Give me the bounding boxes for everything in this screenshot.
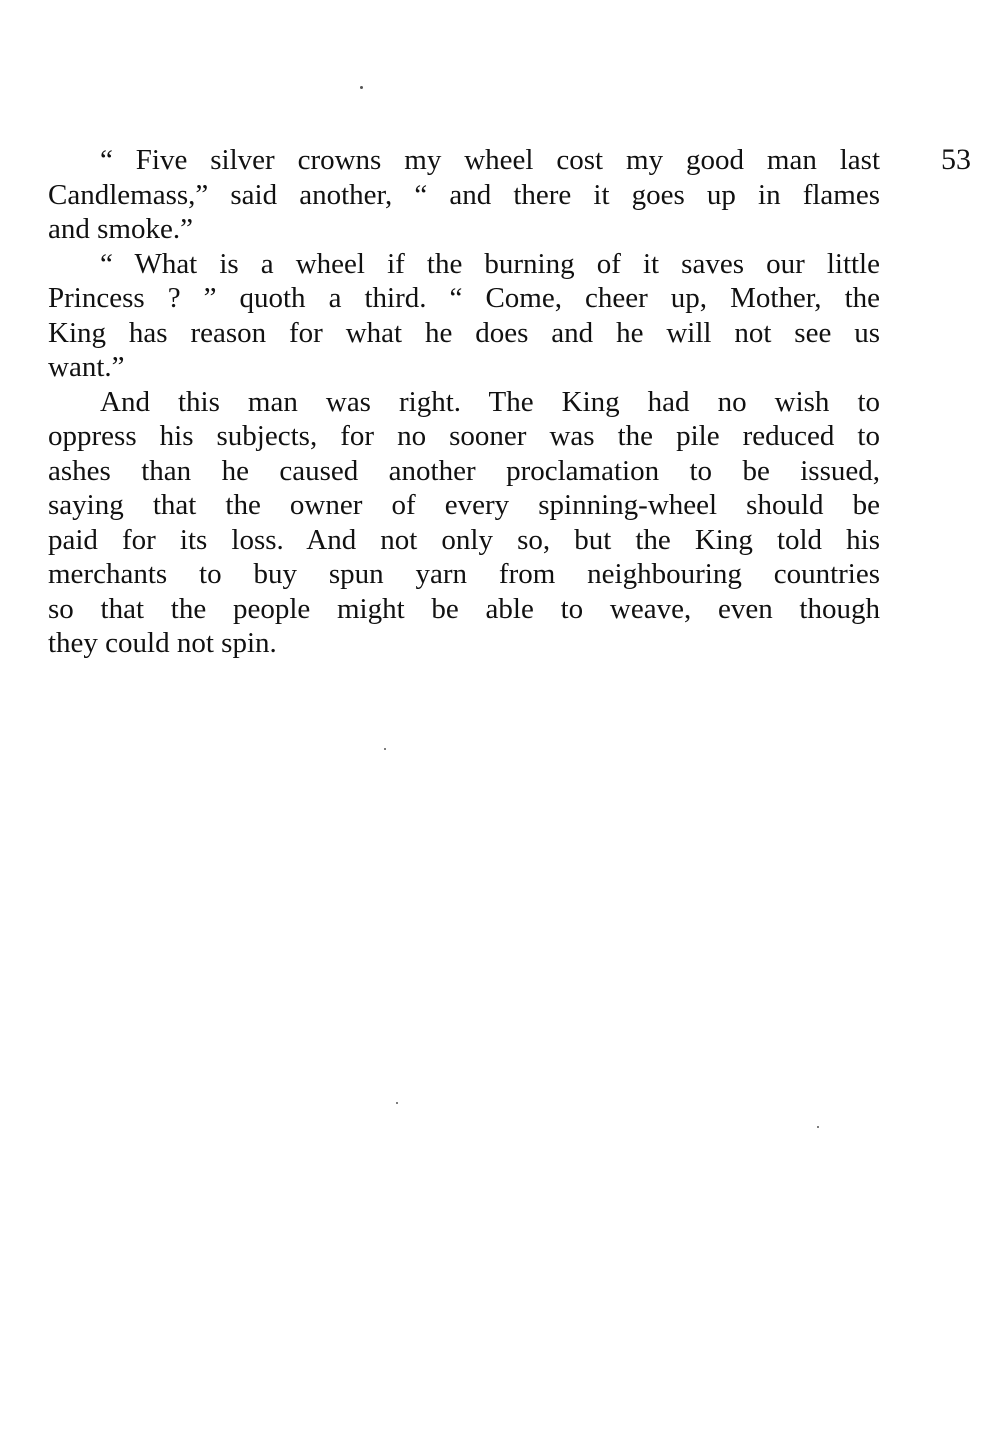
- text-line: want.”: [48, 351, 125, 383]
- print-speck: [817, 1126, 819, 1128]
- text-line: they could not spin.: [48, 627, 277, 659]
- text-line: And this man was right. The King had no wish to: [100, 385, 880, 418]
- text-line: saying that the owner of every spinning-wheel should be: [48, 489, 880, 521]
- print-speck: [384, 748, 386, 750]
- text-line: “ What is a wheel if the burning of it saves our little: [100, 247, 880, 280]
- text-line: so that the people might be able to weave, even though: [48, 592, 880, 625]
- text-line: Candlemass,” said another, “ and there it goes up in flames: [48, 178, 880, 211]
- print-speck: [360, 86, 363, 89]
- text-line: ashes than he caused another proclamation to be issued,: [48, 454, 880, 487]
- text-line: “ Five silver crowns my wheel cost my good man last: [100, 144, 880, 176]
- text-line: and smoke.”: [48, 213, 193, 245]
- text-line: Princess ? ” quoth a third. “ Come, cheer up, Mother, the: [48, 282, 880, 314]
- page-number: 53: [941, 143, 971, 176]
- text-line: King has reason for what he does and he will not see us: [48, 316, 880, 349]
- text-line: oppress his subjects, for no sooner was the pile reduced to: [48, 420, 880, 452]
- text-line: paid for its loss. And not only so, but the King told his: [48, 523, 880, 556]
- text-line: merchants to buy spun yarn from neighbouring countries: [48, 558, 880, 590]
- body-text: [48, 143, 880, 661]
- print-speck: [396, 1102, 398, 1104]
